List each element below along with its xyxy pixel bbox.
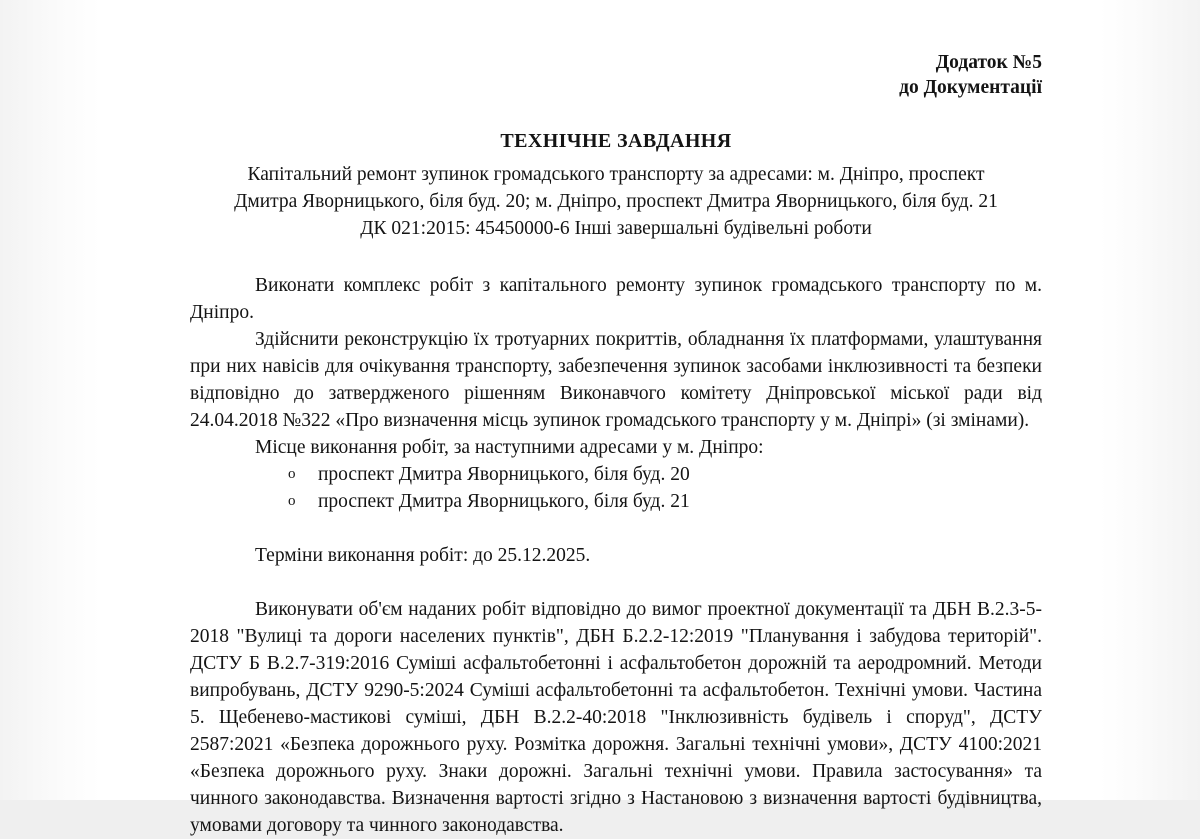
page-title: ТЕХНІЧНЕ ЗАВДАННЯ	[500, 130, 732, 152]
annex-reference: до Документації	[899, 77, 1042, 98]
list-item	[190, 488, 1042, 515]
paragraph-standards-requirements: Виконувати об'єм наданих робіт відповідно до вимог проектної документації та ДБН В.2.3-5-2018 "Вулиці та дороги населених пунктів", ДБН Б.2.2-12:2019 "Планування і забудова територій". ДСТУ Б В.2.7-319:2016 Суміші асфальтобетонні і асфальтобетон дорожній та аеродромний. Методи випробувань, ДСТУ 9290-5:2024 Суміші асфальтобетонні та асфальтобетон. Технічні умови. Частина 5. Щебенево-мастикові суміші, ДБН В.2.2-40:2018 "Інклюзивність будівель і споруд", ДСТУ 2587:2021 «Безпека дорожнього руху. Розмітка дорожня. Загальні технічні умови», ДСТУ 4100:2021 «Безпека дорожнього руху. Знаки дорожні. Загальні технічні умови. Правила застосування» та чинного законодавства. Визначення вартості згідно з Настановою з визначення вартості будівництва, умовами договору та чинного законодавства.	[190, 599, 1042, 836]
page-gutter-left	[0, 0, 100, 800]
document-page	[100, 0, 1100, 836]
subtitle-line-1: Капітальний ремонт зупинок громадського транспорту за адресами: м. Дніпро, проспект	[247, 164, 985, 185]
location-list	[190, 461, 1042, 515]
subtitle-line-3: ДК 021:2015: 45450000-6 Інші завершальні будівельні роботи	[360, 218, 872, 239]
document-subtitle	[190, 161, 1042, 242]
annex-header	[190, 0, 1042, 100]
document-content	[190, 0, 1042, 836]
page-gutter-right	[1100, 0, 1200, 800]
bullet-circle-icon: o	[288, 493, 296, 509]
annex-number: Додаток №5	[935, 52, 1042, 73]
paragraph-reconstruction: Здійснити реконструкцію їх тротуарних покриттів, обладнання їх платформами, улаштування при них навісів для очікування транспорту, забезпечення зупинок засобами інклюзивності та безпеки відповідно до затвердженого рішенням Виконавчого комітету Дніпровської міської ради від 24.04.2018 №322 «Про визначення місць зупинок громадського транспорту у м. Дніпрі» (зі змінами).	[190, 329, 1042, 431]
paragraph-location-intro: Місце виконання робіт, за наступними адресами у м. Дніпро:	[255, 437, 764, 458]
standards-block	[190, 596, 1042, 839]
title-block	[190, 128, 1042, 242]
paragraph-scope-of-works: Виконати комплекс робіт з капітального ремонту зупинок громадського транспорту по м. Дніпро.	[190, 275, 1042, 323]
bullet-circle-icon: o	[288, 466, 296, 482]
paragraph-deadline: Терміни виконання робіт: до 25.12.2025.	[255, 545, 591, 566]
location-address: проспект Дмитра Яворницького, біля буд. 20	[318, 464, 690, 485]
location-address: проспект Дмитра Яворницького, біля буд. 21	[318, 491, 690, 512]
list-item	[190, 461, 1042, 488]
subtitle-line-2: Дмитра Яворницького, біля буд. 20; м. Дніпро, проспект Дмитра Яворницького, біля буд. 21	[234, 191, 998, 212]
